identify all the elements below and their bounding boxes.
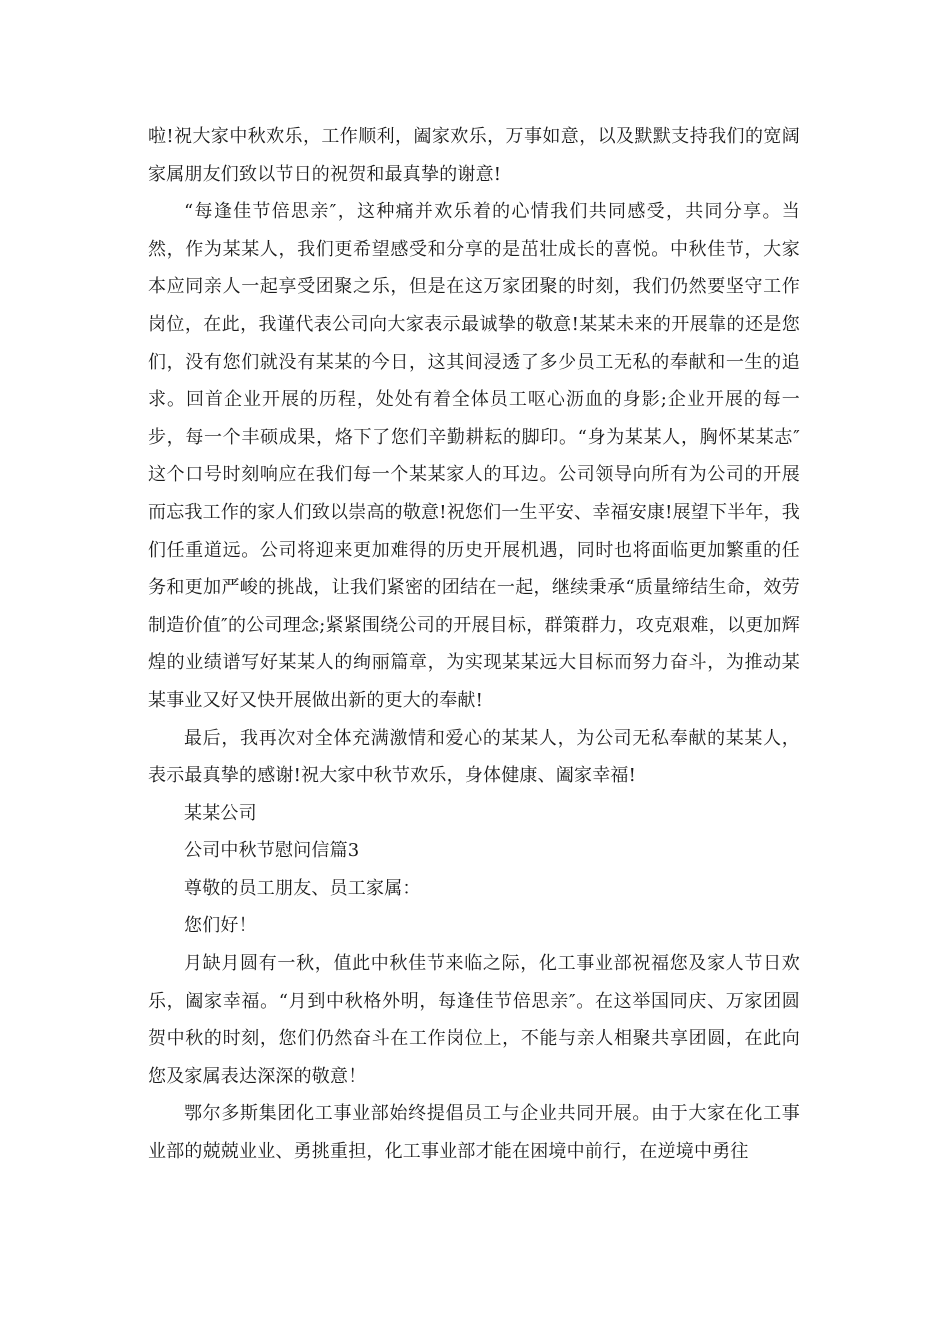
- paragraph-mid-autumn-wishes: 月缺月圆有一秋，值此中秋佳节来临之际，化工事业部祝福您及家人节日欢乐，阖家幸福。“月到中秋格外明，每逢佳节倍思亲″。在这举国同庆、万家团圆贺中秋的时刻，您们仍然奋斗在工作岗位上，不能与亲人相聚共享团圆，在此向您及家属表达深深的敬意！: [148, 953, 800, 1087]
- paragraph-closing-thanks: 最后，我再次对全体充满激情和爱心的某某人，为公司无私奉献的某某人，表示最真挚的感谢!祝大家中秋节欢乐，身体健康、阖家幸福!: [148, 727, 800, 787]
- salutation: 尊敬的员工朋友、员工家属：: [184, 877, 421, 899]
- section-title: 公司中秋节慰问信篇3: [184, 840, 360, 862]
- paragraph-continuation: 啦!祝大家中秋欢乐，工作顺利，阖家欢乐，万事如意，以及默默支持我们的宽阔家属朋友们致以节日的祝贺和最真挚的谢意!: [148, 126, 800, 185]
- greeting: 您们好！: [184, 915, 257, 937]
- paragraph-festival-message: “每逢佳节倍思亲″，这种痛并欢乐着的心情我们共同感受，共同分享。当然，作为某某人，我们更希望感受和分享的是茁壮成长的喜悦。中秋佳节，大家本应同亲人一起享受团聚之乐，但是在这万家团聚的时刻，我们仍然要坚守工作岗位，在此，我谨代表公司向大家表示最诚挚的敬意!某某未来的开展靠的还是您们，没有您们就没有某某的今日，这其间浸透了多少员工无私的奉献和一生的追求。回首企业开展的历程，处处有着全体员工呕心沥血的身影;企业开展的每一步，每一个丰硕成果，烙下了您们辛勤耕耘的脚印。“身为某某人，胸怀某某志″这个口号时刻响应在我们每一个某某家人的耳边。公司领导向所有为公司的开展而忘我工作的家人们致以崇高的敬意!祝您们一生平安、幸福安康!展望下半年，我们任重道远。公司将迎来更加难得的历史开展机遇，同时也将面临更加繁重的任务和更加严峻的挑战，让我们紧密的团结在一起，继续秉承“质量缔结生命，效劳制造价值″的公司理念;紧紧围绕公司的开展目标，群策群力，攻克艰难，以更加辉煌的业绩谱写好某某人的绚丽篇章，为实现某某远大目标而努力奋斗，为推动某某事业又好又快开展做出新的更大的奉献!: [148, 201, 800, 711]
- document-page: [148, 118, 800, 1171]
- paragraph-group-development: 鄂尔多斯集团化工事业部始终提倡员工与企业共同开展。由于大家在化工事业部的兢兢业业、勇挑重担，化工事业部才能在困境中前行，在逆境中勇往: [148, 1103, 800, 1163]
- signature-company: 某某公司: [184, 802, 257, 824]
